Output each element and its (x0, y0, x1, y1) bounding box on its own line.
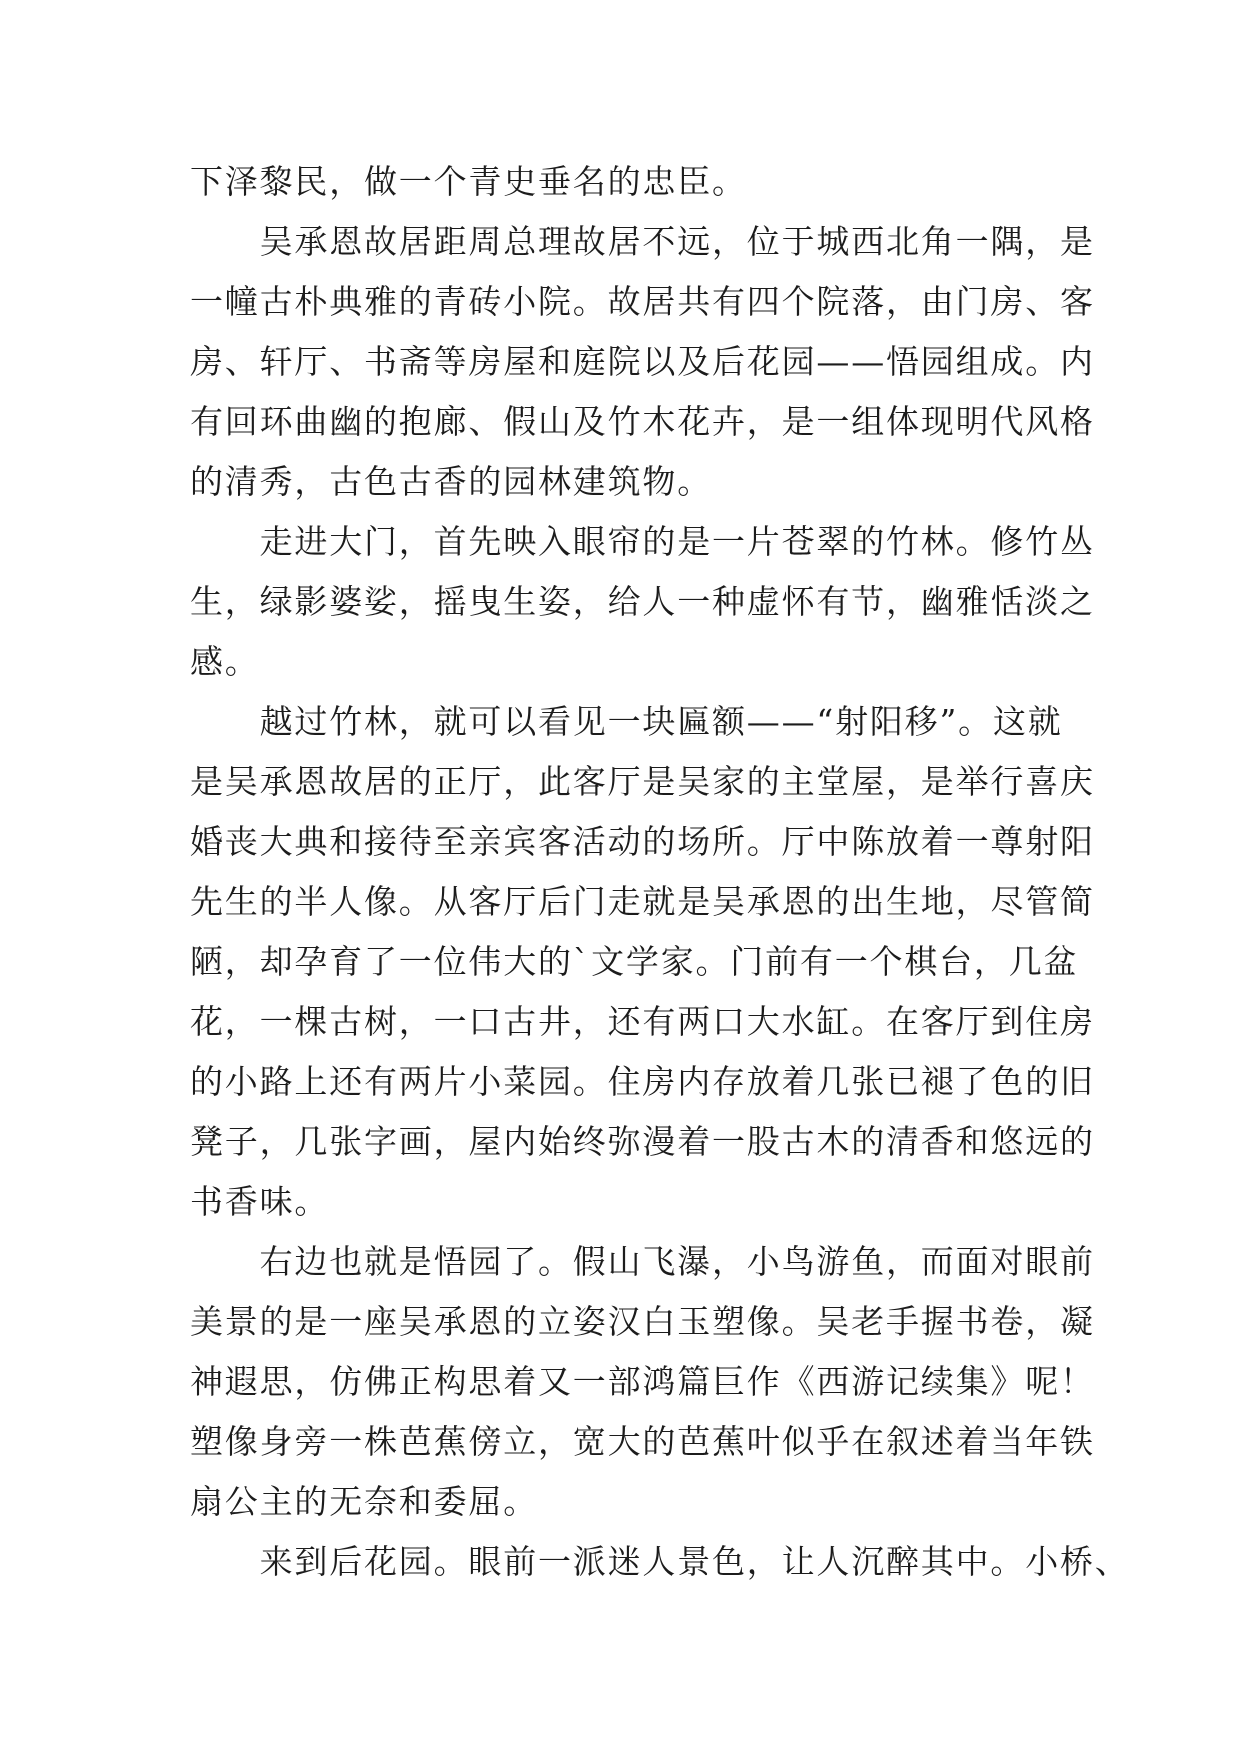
text-line: 房、轩厅、书斋等房屋和庭院以及后花园——悟园组成。内 (190, 342, 1095, 381)
text-line: 生，绿影婆娑，摇曳生姿，给人一种虚怀有节，幽雅恬淡之 (190, 582, 1095, 621)
text-line: 神遐思，仿佛正构思着又一部鸿篇巨作《西游记续集》呢！ (190, 1362, 1095, 1401)
text-line: 的清秀，古色古香的园林建筑物。 (190, 462, 712, 501)
text-line: 有回环曲幽的抱廊、假山及竹木花卉，是一组体现明代风格 (190, 402, 1095, 441)
paragraph (190, 692, 1095, 1232)
text-line: 感。 (190, 642, 260, 681)
text-line: 塑像身旁一株芭蕉傍立，宽大的芭蕉叶似乎在叙述着当年铁 (190, 1422, 1095, 1461)
text-line: 陋，却孕育了一位伟大的`文学家。门前有一个棋台，几盆 (190, 942, 1079, 981)
text-line: 美景的是一座吴承恩的立姿汉白玉塑像。吴老手握书卷，凝 (190, 1302, 1095, 1341)
paragraph (190, 212, 1095, 512)
text-line: 来到后花园。眼前一派迷人景色，让人沉醉其中。小桥、 (190, 1542, 1130, 1581)
paragraph (190, 1532, 1130, 1592)
text-line: 扇公主的无奈和委屈。 (190, 1482, 538, 1521)
text-line: 婚丧大典和接待至亲宾客活动的场所。厅中陈放着一尊射阳 (190, 822, 1095, 861)
text-line: 是吴承恩故居的正厅，此客厅是吴家的主堂屋，是举行喜庆 (190, 762, 1095, 801)
text-line: 凳子，几张字画，屋内始终弥漫着一股古木的清香和悠远的 (190, 1122, 1095, 1161)
body-text (190, 152, 1130, 1592)
paragraph (190, 1232, 1095, 1532)
text-line: 吴承恩故居距周总理故居不远，位于城西北角一隅，是 (190, 222, 1095, 261)
text-line: 越过竹林，就可以看见一块匾额——“射阳移”。这就 (190, 702, 1063, 741)
text-line: 下泽黎民，做一个青史垂名的忠臣。 (190, 162, 747, 201)
text-line: 走进大门，首先映入眼帘的是一片苍翠的竹林。修竹丛 (190, 522, 1095, 561)
text-line: 花，一棵古树，一口古井，还有两口大水缸。在客厅到住房 (190, 1002, 1095, 1041)
text-line: 一幢古朴典雅的青砖小院。故居共有四个院落，由门房、客 (190, 282, 1095, 321)
text-line: 书香味。 (190, 1182, 330, 1221)
text-line: 先生的半人像。从客厅后门走就是吴承恩的出生地，尽管简 (190, 882, 1095, 921)
text-line: 右边也就是悟园了。假山飞瀑，小鸟游鱼，而面对眼前 (190, 1242, 1095, 1281)
paragraph (190, 152, 1050, 212)
text-line: 的小路上还有两片小菜园。住房内存放着几张已褪了色的旧 (190, 1062, 1095, 1101)
paragraph (190, 512, 1095, 692)
